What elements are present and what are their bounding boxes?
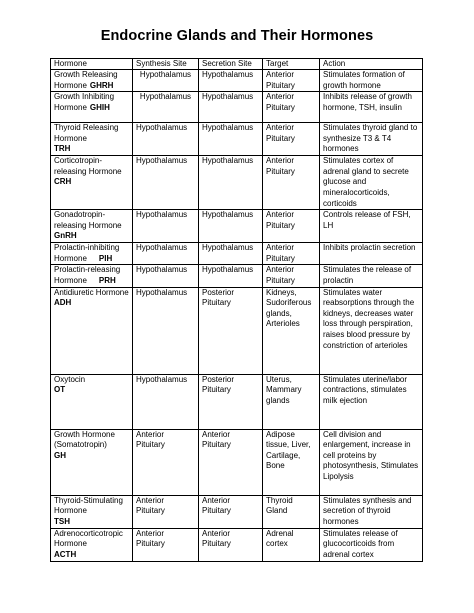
synthesis-cell: Hypothalamus: [133, 70, 199, 92]
hormone-abbreviation: GH: [54, 450, 66, 460]
secretion-cell: Posterior Pituitary: [199, 374, 263, 429]
hormone-cell: [51, 70, 133, 92]
hormone-abbreviation: TRH: [54, 144, 71, 154]
table-row: [51, 265, 423, 287]
table-row: [51, 429, 423, 495]
table-row: [51, 210, 423, 243]
synthesis-cell: Hypothalamus: [133, 123, 199, 156]
hormone-name: Antidiuretic Hormone: [54, 287, 129, 297]
table-row: [51, 156, 423, 210]
action-cell: Controls release of FSH, LH: [320, 210, 423, 243]
column-header-synthesis-site: Synthesis Site: [133, 59, 199, 70]
hormone-cell: [51, 243, 133, 265]
column-header-secretion-site: Secretion Site: [199, 59, 263, 70]
hormone-name: Thyroid Releasing Hormone: [54, 123, 119, 143]
hormone-abbreviation: GHRH: [89, 80, 114, 90]
synthesis-cell: Anterior Pituitary: [133, 429, 199, 495]
target-cell: Anterior Pituitary: [263, 210, 320, 243]
hormone-cell: [51, 156, 133, 210]
secretion-cell: Anterior Pituitary: [199, 528, 263, 561]
synthesis-cell: Hypothalamus: [133, 243, 199, 265]
action-cell: Stimulates cortex of adrenal gland to secrete glucose and mineralocorticoids, corticoids: [320, 156, 423, 210]
synthesis-cell: Anterior Pituitary: [133, 528, 199, 561]
page-title: Endocrine Glands and Their Hormones: [100, 28, 374, 44]
hormone-cell: [51, 528, 133, 561]
action-cell: Stimulates uterine/labor contractions, stimulates milk ejection: [320, 374, 423, 429]
hormone-abbreviation: PIH: [98, 253, 113, 263]
column-header-action: Action: [320, 59, 423, 70]
secretion-cell: Hypothalamus: [199, 210, 263, 243]
hormone-abbreviation: GHIH: [89, 102, 110, 112]
secretion-cell: Hypothalamus: [199, 156, 263, 210]
table-header-row: [51, 59, 423, 70]
table-row: [51, 243, 423, 265]
hormone-abbreviation: PRH: [98, 275, 116, 285]
target-cell: Anterior Pituitary: [263, 156, 320, 210]
secretion-cell: Hypothalamus: [199, 70, 263, 92]
hormone-cell: [51, 210, 133, 243]
table-row: [51, 287, 423, 374]
hormone-cell: [51, 374, 133, 429]
synthesis-cell: Hypothalamus: [133, 265, 199, 287]
secretion-cell: Hypothalamus: [199, 265, 263, 287]
secretion-cell: Posterior Pituitary: [199, 287, 263, 374]
target-cell: Anterior Pituitary: [263, 70, 320, 92]
hormone-cell: [51, 92, 133, 123]
action-cell: Inhibits release of growth hormone, TSH, insulin: [320, 92, 423, 123]
action-cell: Stimulates water reabsorptions through the kidneys, decreases water loss through perspiration, raises blood pressure by constriction of arterioles: [320, 287, 423, 374]
column-header-hormone: Hormone: [51, 59, 133, 70]
target-cell: Anterior Pituitary: [263, 265, 320, 287]
synthesis-cell: Hypothalamus: [133, 92, 199, 123]
target-cell: Kidneys, Sudoriferous glands, Arterioles: [263, 287, 320, 374]
table-row: [51, 92, 423, 123]
column-header-target: Target: [263, 59, 320, 70]
action-cell: Inhibits prolactin secretion: [320, 243, 423, 265]
target-cell: Thyroid Gland: [263, 495, 320, 528]
hormone-abbreviation: ACTH: [54, 549, 77, 559]
synthesis-cell: Anterior Pituitary: [133, 495, 199, 528]
table-row: [51, 70, 423, 92]
target-cell: Adipose tissue, Liver, Cartilage, Bone: [263, 429, 320, 495]
action-cell: Stimulates thyroid gland to synthesize T3 & T4 hormones: [320, 123, 423, 156]
synthesis-cell: Hypothalamus: [133, 210, 199, 243]
hormone-name: Growth Releasing Hormone: [54, 70, 118, 90]
secretion-cell: Anterior Pituitary: [199, 429, 263, 495]
hormone-abbreviation: OT: [54, 385, 66, 395]
hormone-name: Growth Inhibiting Hormone: [54, 92, 115, 112]
hormone-name: Prolactin-releasing Hormone: [54, 265, 121, 285]
action-cell: Cell division and enlargement, increase in cell proteins by photosynthesis, Stimulates Lipolysis: [320, 429, 423, 495]
hormone-name: Adrenocorticotropic Hormone: [54, 528, 123, 549]
table-row: [51, 123, 423, 156]
hormone-cell: [51, 429, 133, 495]
hormone-abbreviation: CRH: [54, 177, 72, 187]
hormone-abbreviation: ADH: [54, 298, 72, 308]
hormone-abbreviation: TSH: [54, 516, 70, 526]
hormone-cell: [51, 123, 133, 156]
secretion-cell: Hypothalamus: [199, 243, 263, 265]
hormone-name: Oxytocin: [54, 374, 86, 384]
hormone-name: Corticotropin-releasing Hormone: [54, 156, 122, 176]
action-cell: Stimulates synthesis and secretion of thyroid hormones: [320, 495, 423, 528]
action-cell: Stimulates release of glucocorticoids from adrenal cortex: [320, 528, 423, 561]
table-row: [51, 528, 423, 561]
hormone-name: Growth Hormone (Somatotropin): [54, 429, 115, 450]
secretion-cell: Hypothalamus: [199, 92, 263, 123]
hormone-cell: [51, 495, 133, 528]
table-row: [51, 495, 423, 528]
synthesis-cell: Hypothalamus: [133, 156, 199, 210]
synthesis-cell: Hypothalamus: [133, 287, 199, 374]
hormone-abbreviation: GnRH: [54, 231, 77, 241]
secretion-cell: Anterior Pituitary: [199, 495, 263, 528]
hormone-name: Thyroid-Stimulating Hormone: [54, 495, 123, 516]
target-cell: Anterior Pituitary: [263, 92, 320, 123]
action-cell: Stimulates the release of prolactin: [320, 265, 423, 287]
action-cell: Stimulates formation of growth hormone: [320, 70, 423, 92]
hormone-table: [50, 58, 423, 562]
hormone-name: Gonadotropin-releasing Hormone: [54, 210, 122, 230]
table-row: [51, 374, 423, 429]
hormone-name: Prolactin-inhibiting Hormone: [54, 243, 120, 263]
target-cell: Anterior Pituitary: [263, 123, 320, 156]
hormone-cell: [51, 265, 133, 287]
target-cell: Anterior Pituitary: [263, 243, 320, 265]
target-cell: Adrenal cortex: [263, 528, 320, 561]
synthesis-cell: Hypothalamus: [133, 374, 199, 429]
hormone-cell: [51, 287, 133, 374]
target-cell: Uterus, Mammary glands: [263, 374, 320, 429]
secretion-cell: Hypothalamus: [199, 123, 263, 156]
